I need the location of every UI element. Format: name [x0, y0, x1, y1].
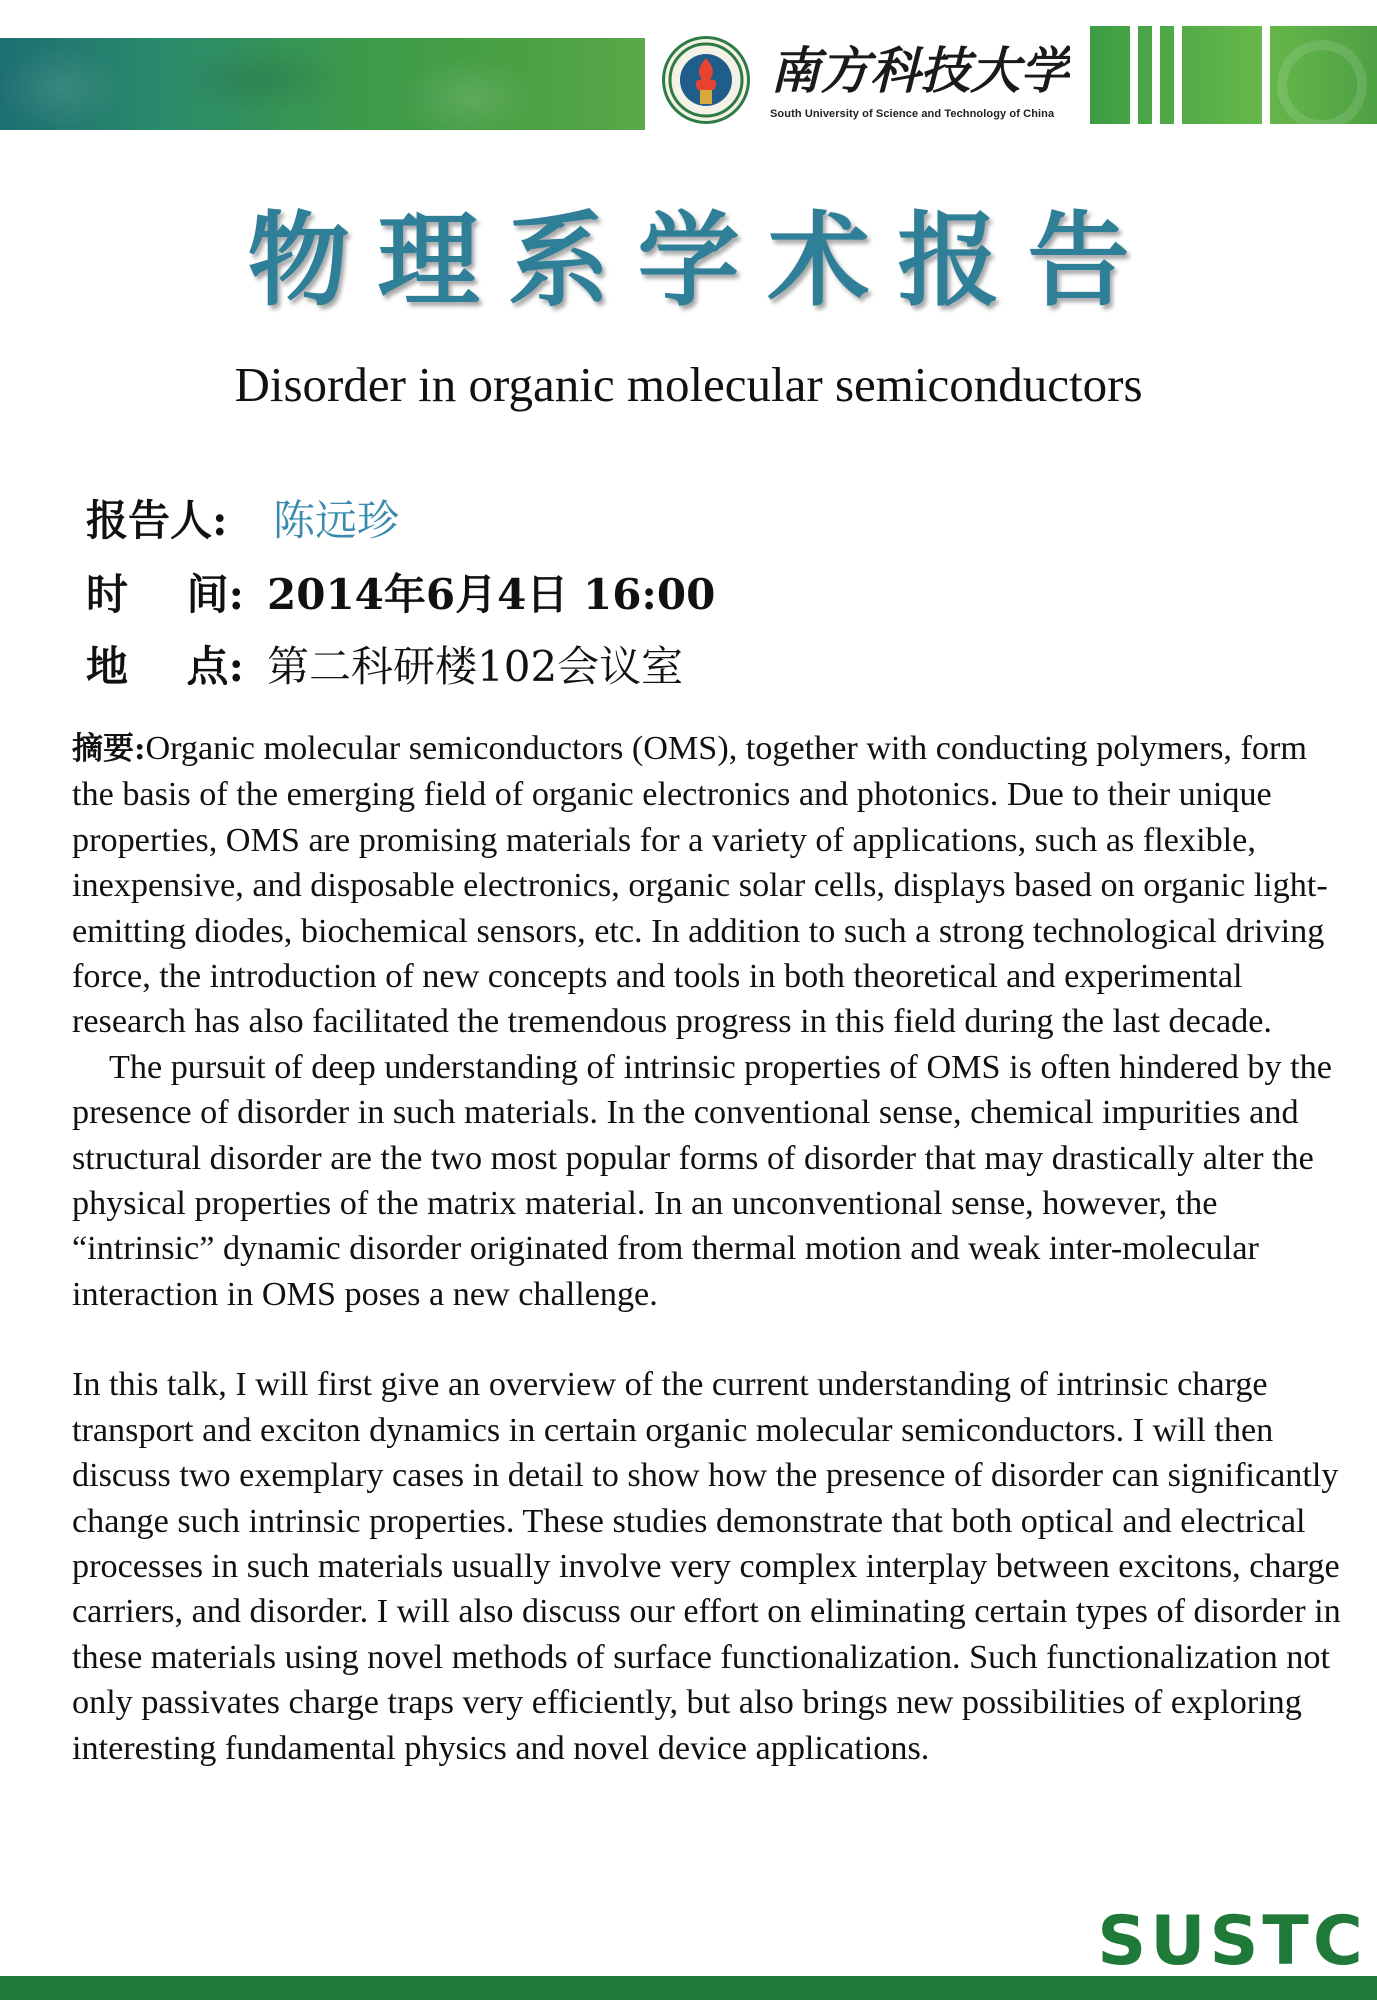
- header-banner-right: [1090, 26, 1377, 124]
- svg-text:南方科技大学: 南方科技大学: [770, 41, 1070, 100]
- header-banner-left: [0, 38, 645, 130]
- time-row: [86, 562, 715, 622]
- abstract-paragraph-2: The pursuit of deep understanding of intrinsic properties of OMS is often hindered by the presence of disorder in such materials. In the conventional sense, chemical impurities and structural disorder are the two most popular forms of disorder that may drastically alter the physical properties of the matrix material. In an unconventional sense, however, the “intrinsic” dynamic disorder originated from thermal motion and weak inter-molecular interaction in OMS poses a new challenge.: [72, 1048, 1332, 1313]
- university-name-calligraphy: [770, 36, 1070, 102]
- time-value: 2014年6月4日 16:00: [267, 570, 716, 619]
- abstract-paragraph-1: [72, 726, 1352, 1045]
- place-value: 第二科研楼102会议室: [267, 642, 684, 691]
- svg-text:SUSTC: SUSTC: [1097, 1908, 1367, 1970]
- place-row: [86, 634, 683, 694]
- poster-title: 物理系学术报告: [247, 202, 1158, 321]
- place-label: 地 点:: [86, 642, 244, 691]
- time-label: 时 间:: [86, 570, 244, 619]
- abstract-text-1: Organic molecular semiconductors (OMS), together with conducting polymers, form the basis of the emerging field of organic electronics and photonics. Due to their unique properties, OMS are promising materials for a variety of applications, such as flexible, inexpensive, and disposable electronics, organic solar cells, displays based on organic light-emitting diodes, biochemical sensors, etc. In addition to such a strong technological driving force, the introduction of new concepts and tools in both theoretical and experimental research has also facilitated the tremendous progress in this field during the last decade.: [72, 730, 1328, 1041]
- speaker-label: 报告人:: [86, 496, 228, 545]
- abstract: [72, 726, 1352, 1771]
- talk-title: Disorder in organic molecular semiconductors: [234, 357, 1143, 412]
- university-name-english: South University of Science and Technology of China: [770, 108, 1055, 120]
- abstract-label: 摘要:: [72, 731, 146, 767]
- footer-bar: [0, 1976, 1377, 2000]
- sustc-logo: [1093, 1908, 1371, 1970]
- abstract-paragraph-3: In this talk, I will first give an overview of the current understanding of intrinsic charge transport and exciton dynamics in certain organic molecular semiconductors. I will then discuss two exemplary cases in detail to show how the presence of disorder can significantly change such intrinsic properties. These studies demonstrate that both optical and electrical processes in such materials usually involve very complex interplay between excitons, charge carriers, and disorder. I will also discuss our effort on eliminating certain types of disorder in these materials using novel methods of surface functionalization. Such functionalization not only passivates charge traps very efficiently, but also brings new possibilities of exploring interesting fundamental physics and novel device applications.: [72, 1366, 1341, 1767]
- university-emblem-icon: [662, 36, 750, 124]
- speaker-name: 陈远珍: [273, 496, 400, 545]
- speaker-row: [86, 488, 399, 548]
